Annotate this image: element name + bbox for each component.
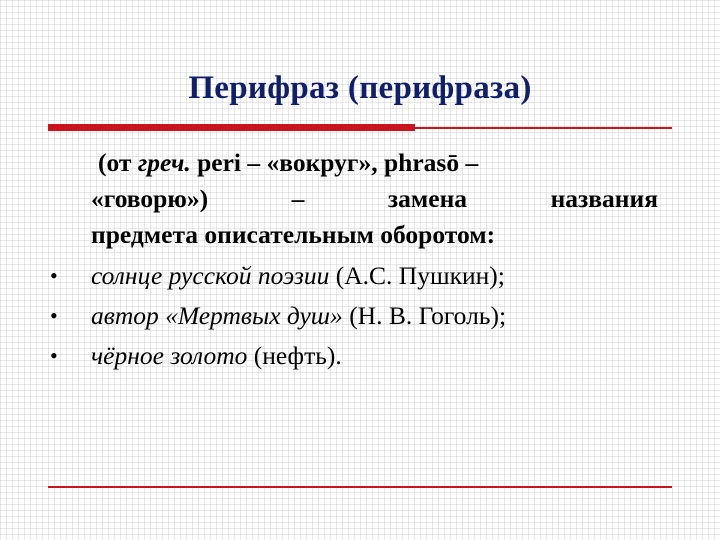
definition-greek-word: греч. bbox=[137, 148, 191, 177]
example-phrase: солнце русской поэзии bbox=[91, 261, 330, 290]
footer-divider bbox=[48, 486, 672, 488]
definition-line-1 bbox=[91, 145, 658, 181]
example-source: (Н. В. Гоголь); bbox=[342, 301, 507, 330]
definition-line-3: предмета описательным оборотом: bbox=[91, 220, 496, 249]
bullet-icon: • bbox=[50, 343, 58, 368]
example-phrase: чёрное золото bbox=[91, 341, 248, 370]
example-phrase: автор «Мертвых душ» bbox=[91, 301, 343, 330]
list-item bbox=[0, 256, 720, 296]
title-underline-thin bbox=[48, 127, 672, 129]
slide-title: Перифраз (перифраза) bbox=[188, 70, 532, 106]
bullet-icon: • bbox=[50, 263, 58, 288]
definition-line-2: «говорю») – замена названия bbox=[91, 184, 658, 213]
list-item bbox=[0, 296, 720, 336]
definition-paragraph bbox=[91, 145, 658, 253]
example-source: (А.С. Пушкин); bbox=[329, 261, 505, 290]
example-source: (нефть). bbox=[247, 341, 342, 370]
examples-list bbox=[0, 256, 720, 376]
list-item bbox=[0, 336, 720, 376]
definition-open: (от bbox=[98, 148, 138, 177]
definition-etymology: peri – «вокруг», phrasō – bbox=[190, 148, 479, 177]
bullet-icon: • bbox=[50, 303, 58, 328]
